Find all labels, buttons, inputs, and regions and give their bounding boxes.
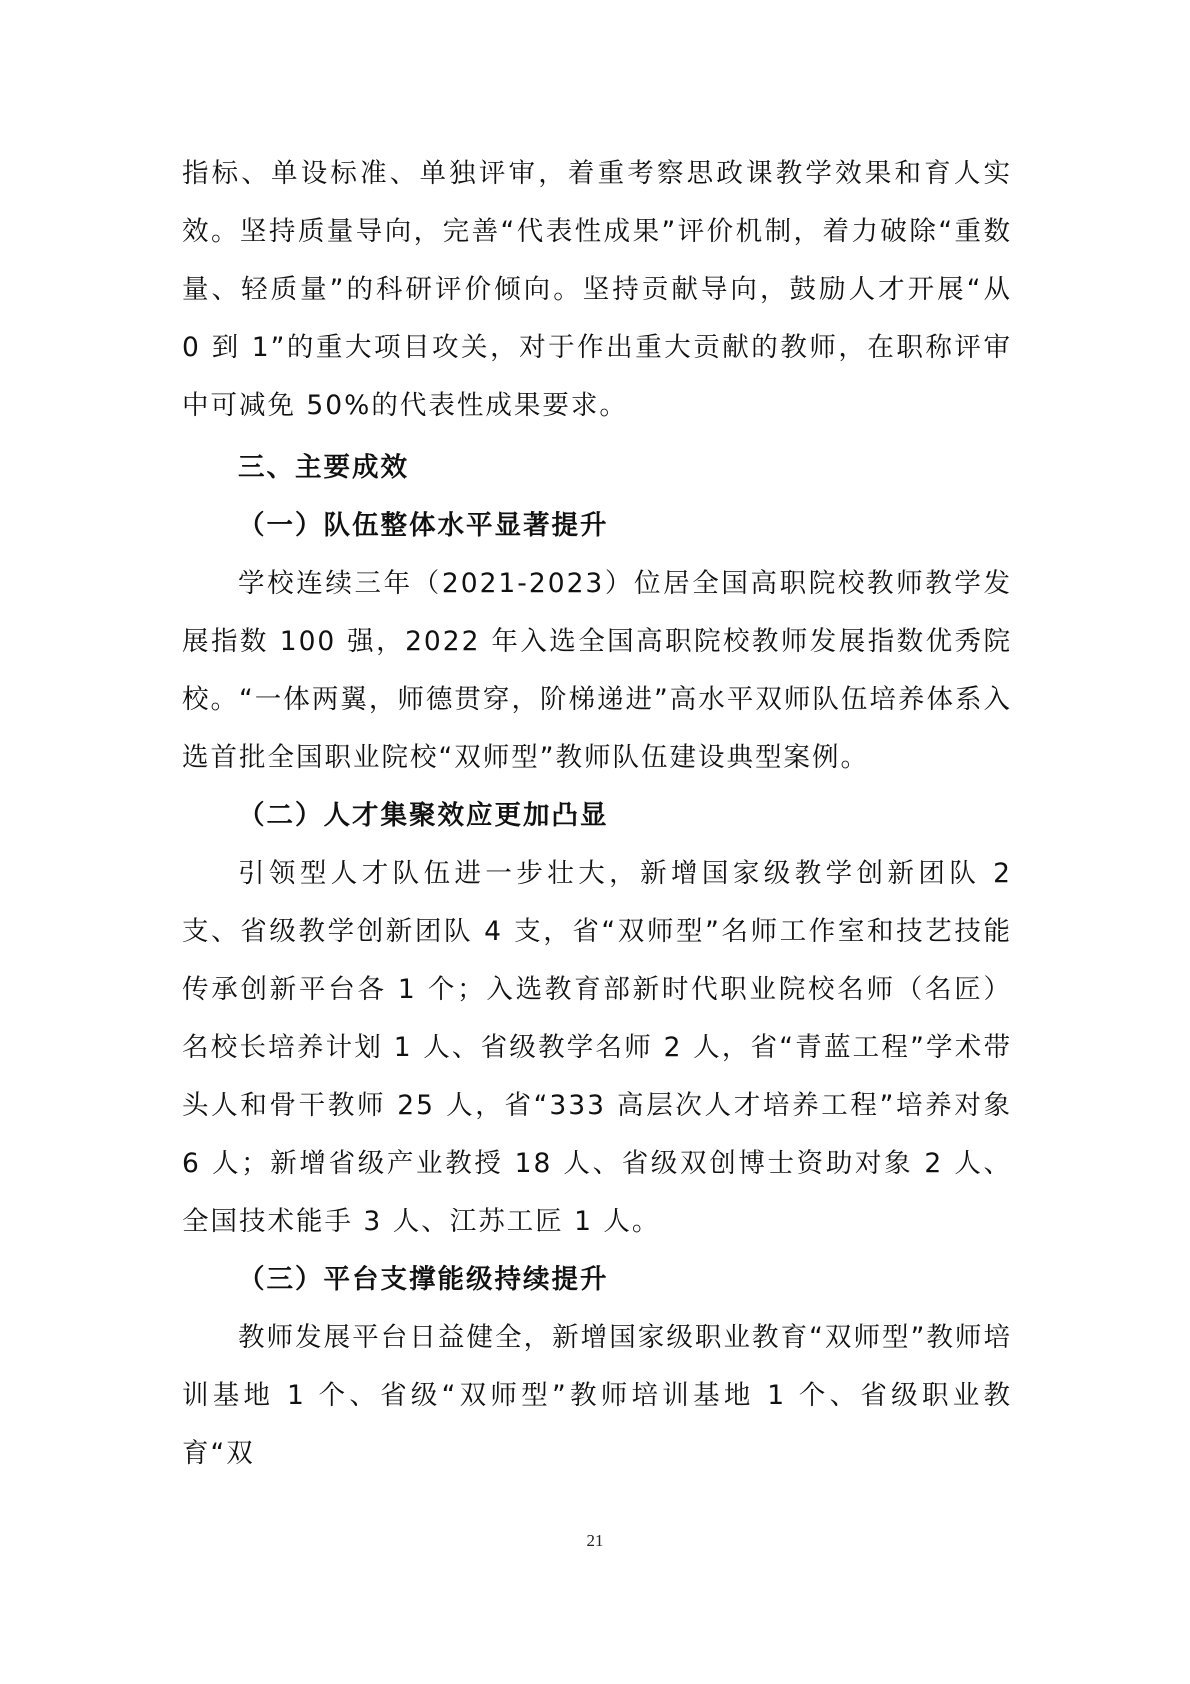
document-body — [182, 145, 1012, 1483]
subsection-heading-team-level: （一）队伍整体水平显著提升 — [238, 510, 609, 541]
paragraph-evaluation-orientation: 指标、单设标准、单独评审，着重考察思政课教学效果和育人实效。坚持质量导向，完善“代表性成果”评价机制，着力破除“重数量、轻质量”的科研评价倾向。坚持贡献导向，鼓励人才开展“从 0 到 1”的重大项目攻关，对于作出重大贡献的教师，在职称评审中可减免 50%的代表性成果要求。 — [182, 158, 1012, 421]
paragraph-talent-gathering: 引领型人才队伍进一步壮大，新增国家级教学创新团队 2 支、省级教学创新团队 4 支，省“双师型”名师工作室和技艺技能传承创新平台各 1 个；入选教育部新时代职业院校名师（名匠）名校长培养计划 1 人、省级教学名师 2 人，省“青蓝工程”学术带头人和骨干教师 25 人，省“333 高层次人才培养工程”培养对象 6 人；新增省级产业教授 18 人、省级双创博士资助对象 2 人、全国技术能手 3 人、江苏工匠 1 人。 — [182, 858, 1012, 1237]
paragraph-platform-support: 教师发展平台日益健全，新增国家级职业教育“双师型”教师培训基地 1 个、省级“双师型”教师培训基地 1 个、省级职业教育“双 — [182, 1322, 1012, 1469]
paragraph-team-level: 学校连续三年（2021-2023）位居全国高职院校教师教学发展指数 100 强，2022 年入选全国高职院校教师发展指数优秀院校。“一体两翼，师德贯穿，阶梯递进”高水平双师队伍培养体系入选首批全国职业院校“双师型”教师队伍建设典型案例。 — [182, 568, 1012, 773]
subsection-heading-talent-gathering: （二）人才集聚效应更加凸显 — [238, 800, 609, 831]
subsection-heading-platform-support: （三）平台支撑能级持续提升 — [238, 1264, 609, 1295]
section-heading-main-results: 三、主要成效 — [238, 452, 409, 483]
page-number: 21 — [586, 1531, 604, 1550]
